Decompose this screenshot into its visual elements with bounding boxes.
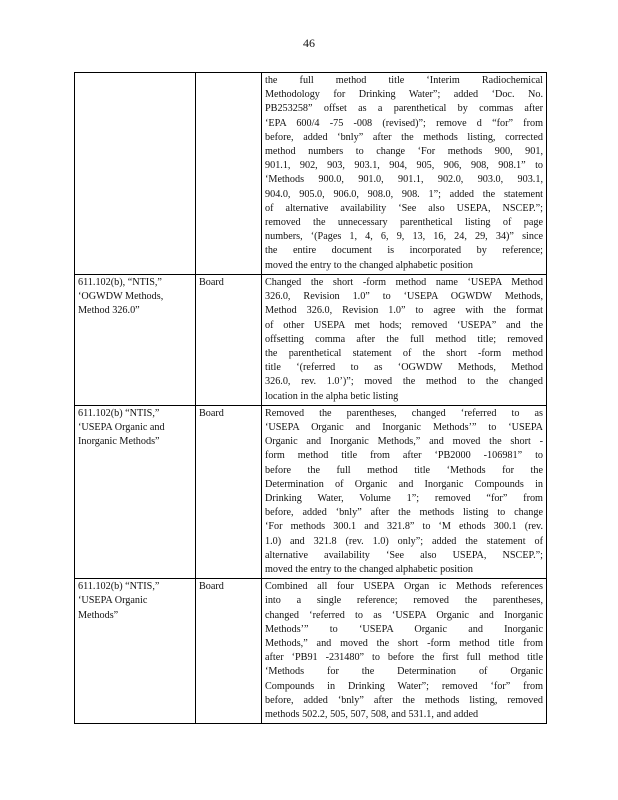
change-line: ‘EPA 600/4 -75 -008 (revised)”; remove d “for” from <box>265 117 543 129</box>
change-line: Determination of Organic and Inorganic Compounds in <box>265 478 543 490</box>
table-row <box>75 579 547 724</box>
change-line: the entire document is incorporated by reference; <box>265 245 543 257</box>
change-line: title ‘(referred to as ‘OGWDW Methods, Method <box>265 362 543 374</box>
change-line: moved the entry to the changed alphabetic position <box>265 564 473 576</box>
change-line: the parenthetical statement of the short -form method <box>265 348 543 360</box>
section-line: 611.102(b), “NTIS,” <box>78 277 162 288</box>
source-cell <box>196 405 262 578</box>
section-line: ‘USEPA Organic and <box>78 422 165 434</box>
change-line: before, added ‘bnly” after the methods listing, removed <box>265 694 543 706</box>
table-row <box>75 73 547 275</box>
change-line: ‘Methods 900.0, 901.0, 901.1, 902.0, 903.0, 903.1, <box>265 174 543 186</box>
change-line: before, added ‘bnly” after the methods listing, corrected <box>265 131 543 143</box>
change-line: ‘For methods 300.1 and 321.8” to ‘M ethods 300.1 (rev. <box>265 521 543 533</box>
change-line: 1.0) and 321.8 (rev. 1.0) only”; added the statement of <box>265 535 543 547</box>
change-line: methods 502.2, 505, 507, 508, and 531.1, and added <box>265 709 479 721</box>
change-line: ‘USEPA Organic and Inorganic Methods’” to ‘USEPA <box>265 422 543 434</box>
change-cell <box>262 405 547 578</box>
change-line: removed the unnecessary parenthetical listing of page <box>265 217 543 229</box>
change-cell <box>262 275 547 406</box>
change-line: changed ‘referred to as ‘USEPA Organic and Inorganic <box>265 609 543 621</box>
section-cell <box>75 73 196 275</box>
change-line: 326.0, rev. 1.0’)”; moved the method to the changed <box>265 376 543 388</box>
table-row <box>75 275 547 406</box>
change-line: before, added ‘bnly” after the methods listing to change <box>265 507 543 519</box>
source-cell <box>196 275 262 406</box>
change-line: Methods,” and moved the short -form method title from <box>265 638 543 650</box>
change-line: Removed the parentheses, changed ‘referred to as <box>265 407 543 419</box>
change-line: Compounds in Drinking Water”; removed ‘for” from <box>265 680 543 692</box>
change-line: of alternative availability ‘See also USEPA, NSCEP.”; <box>265 202 543 214</box>
source-label: Board <box>199 277 224 288</box>
table-row <box>75 405 547 578</box>
change-line: ‘Methods for the Determination of Organic <box>265 666 543 678</box>
section-line: ‘OGWDW Methods, <box>78 291 164 303</box>
change-line: Combined all four USEPA Organ ic Methods references <box>265 581 543 593</box>
change-line: moved the entry to the changed alphabetic position <box>265 259 473 271</box>
change-line: alternative availability ‘See also USEPA, NSCEP.”; <box>265 549 543 561</box>
section-line: Method 326.0” <box>78 305 140 317</box>
change-line: into a single reference; removed the parentheses, <box>265 595 543 607</box>
source-label: Board <box>199 581 224 593</box>
source-cell <box>196 579 262 724</box>
change-line: offsetting comma after the full method title; removed <box>265 333 543 345</box>
page-number: 46 <box>303 36 315 50</box>
change-line: after ‘PB91 -231480” to before the first full method title <box>265 652 543 664</box>
change-line: numbers, ‘(Pages 1, 4, 6, 9, 13, 16, 24, 29, 34)” since <box>265 231 543 243</box>
change-line: Methods’” to ‘USEPA Organic and Inorganic <box>265 623 543 635</box>
change-line: form method title from after ‘PB2000 -106981” to <box>265 450 543 462</box>
change-line: 901.1, 902, 903, 903.1, 904, 905, 906, 908, 908.1” to <box>265 160 543 172</box>
change-line: Changed the short -form method name ‘USEPA Method <box>265 277 543 288</box>
change-line: 326.0, Revision 1.0” to ‘USEPA OGWDW Methods, <box>265 291 543 303</box>
change-line: method numbers to change ‘For methods 900, 901, <box>265 146 543 158</box>
section-line: 611.102(b) “NTIS,” <box>78 581 160 593</box>
section-cell <box>75 405 196 578</box>
source-label: Board <box>199 407 224 419</box>
section-line: Inorganic Methods” <box>78 436 160 448</box>
source-cell <box>196 73 262 275</box>
change-line: Drinking Water, Volume 1”; removed “for” from <box>265 493 543 505</box>
section-cell <box>75 275 196 406</box>
change-cell <box>262 579 547 724</box>
change-cell <box>262 73 547 275</box>
change-line: Methodology for Drinking Water”; added ‘Doc. No. <box>265 89 543 101</box>
change-line: 904.0, 905.0, 906.0, 908.0, 908. 1”; added the statement <box>265 188 543 200</box>
change-line: the full method title ‘Interim Radiochemical <box>265 75 543 86</box>
section-line: Methods” <box>78 609 119 621</box>
change-line: Method 326.0, Revision 1.0” to agree with the format <box>265 305 543 317</box>
section-cell <box>75 579 196 724</box>
section-line: ‘USEPA Organic <box>78 595 148 607</box>
change-line: location in the alpha betic listing <box>265 390 399 402</box>
change-line: of other USEPA met hods; removed ‘USEPA” and the <box>265 319 543 331</box>
change-line: before the full method title ‘Methods for the <box>265 464 543 476</box>
amendments-table <box>74 72 547 724</box>
change-line: PB253258” offset as a parenthetical by commas after <box>265 103 543 115</box>
change-line: Organic and Inorganic Methods,” and moved the short - <box>265 436 543 448</box>
section-line: 611.102(b) “NTIS,” <box>78 407 160 419</box>
